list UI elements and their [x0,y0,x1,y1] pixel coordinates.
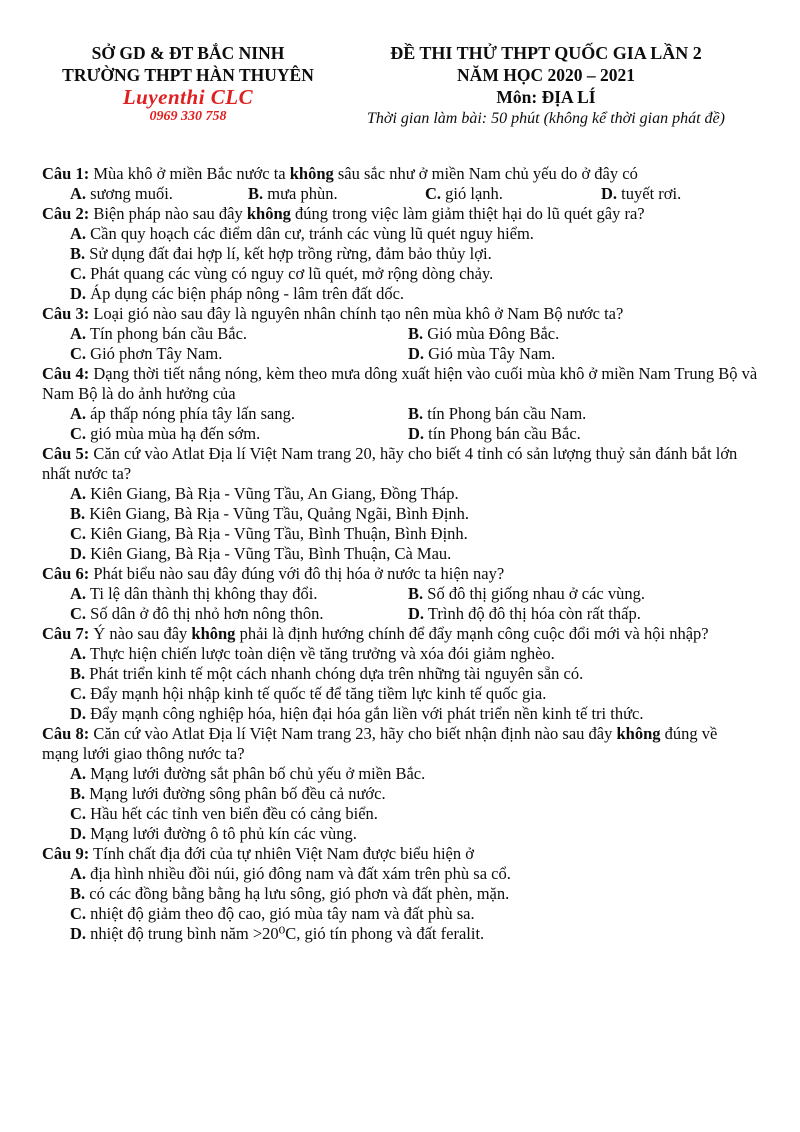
option-letter: B. [70,504,86,523]
question-9-options [42,864,758,944]
stem-text: phải là định hướng chính để đẩy mạnh công cuộc đổi mới và hội nhập? [235,624,709,643]
option-letter: C. [70,904,87,923]
option-letter: A. [70,404,87,423]
stem-text: Căn cứ vào Atlat Địa lí Việt Nam trang 23, hãy cho biết nhận định nào sau đây [93,724,617,743]
document-header [42,42,758,130]
question-8-options [42,764,758,844]
question-1-option-D: D. tuyết rơi. [601,184,682,203]
question-5-stem [42,444,758,484]
question-2-option-D: D. Áp dụng các biện pháp nông - lâm trên đất dốc. [70,284,405,303]
question-8-option-B: B. Mạng lưới đường sông phân bố đều cả nước. [70,784,386,803]
exam-title: ĐỀ THI THỬ THPT QUỐC GIA LẦN 2 [390,43,702,63]
option-letter: A. [70,584,87,603]
option-letter: C. [70,804,87,823]
question-3-option-B: B. Gió mùa Đông Bắc. [408,324,560,343]
question-6-option-A: A. Ti lệ dân thành thị không thay đổi. [70,584,318,603]
question-6-option-B: B. Số đô thị giống nhau ở các vùng. [408,584,645,603]
question-6-label: Câu 6: [42,564,90,583]
question-6-options [42,584,758,624]
option-letter: A. [70,224,87,243]
question-2-option-A: A. Cần quy hoạch các điểm dân cư, tránh các vùng lũ quét nguy hiểm. [70,224,534,243]
question-7 [42,624,758,724]
option-letter: A. [70,864,87,883]
question-4-options [42,404,758,444]
question-4 [42,364,758,444]
question-7-option-A: A. Thực hiện chiến lược toàn diện về tăng trưởng và xóa đói giảm nghèo. [70,644,555,663]
question-9 [42,844,758,944]
question-7-option-B: B. Phát triển kinh tế một cách nhanh chóng dựa trên những tài nguyên sẵn có. [70,664,584,683]
option-letter: B. [408,324,424,343]
question-3-stem [42,304,758,324]
exam-duration: Thời gian làm bài: 50 phút (không kể thời gian phát đề) [367,110,725,127]
question-1-option-A: A. sương muối. [70,184,173,203]
question-4-option-C: C. gió mùa mùa hạ đến sớm. [70,424,261,443]
exam-title-block [334,42,758,130]
option-letter: D. [70,704,87,723]
question-4-option-D: D. tín Phong bán cầu Bắc. [408,424,581,443]
question-9-label: Câu 9: [42,844,90,863]
option-letter: C. [70,344,87,363]
question-2-stem [42,204,758,224]
option-letter: B. [248,184,264,203]
question-4-option-A: A. áp thấp nóng phía tây lấn sang. [70,404,295,423]
question-4-label: Câu 4: [42,364,90,383]
question-3-option-C: C. Gió phơn Tây Nam. [70,344,223,363]
option-letter: B. [70,664,86,683]
stem-emphasis: không [616,724,661,743]
question-9-option-C: C. nhiệt độ giảm theo độ cao, gió mùa tây nam và đất phù sa. [70,904,475,923]
option-letter: C. [70,684,87,703]
question-5-label: Câu 5: [42,444,90,463]
question-7-option-C: C. Đẩy mạnh hội nhập kinh tế quốc tế để tăng tiềm lực kinh tế quốc gia. [70,684,547,703]
question-3-option-A: A. Tín phong bán cầu Bắc. [70,324,248,343]
question-5-option-B: B. Kiên Giang, Bà Rịa - Vũng Tầu, Quảng Ngãi, Bình Định. [70,504,470,523]
option-letter: C. [70,524,87,543]
option-letter: D. [70,544,87,563]
exam-year: NĂM HỌC 2020 – 2021 [457,65,635,85]
option-letter: D. [408,424,425,443]
question-9-stem [42,844,758,864]
stem-text: Tính chất địa đới của tự nhiên Việt Nam được biểu hiện ở [93,844,474,863]
option-letter: D. [601,184,618,203]
question-7-option-D: D. Đẩy mạnh công nghiệp hóa, hiện đại hóa gắn liền với phát triển nền kinh tế tri thức. [70,704,644,723]
option-letter: C. [70,604,87,623]
school-name: TRƯỜNG THPT HÀN THUYÊN [62,65,314,85]
question-7-stem [42,624,758,644]
question-2-option-B: B. Sử dụng đất đai hợp lí, kết hợp trồng rừng, đảm bảo thủy lợi. [70,244,492,263]
option-letter: D. [70,924,87,943]
stem-text: Phát biểu nào sau đây đúng với đô thị hóa ở nước ta hiện nay? [93,564,505,583]
question-4-option-B: B. tín Phong bán cầu Nam. [408,404,587,423]
question-9-option-B: B. có các đồng bằng bằng hạ lưu sông, gió phơn và đất phèn, mặn. [70,884,510,903]
question-9-option-A: A. địa hình nhiều đồi núi, gió đông nam và đất xám trên phù sa cổ. [70,864,511,883]
question-4-stem [42,364,758,404]
question-6 [42,564,758,624]
question-1 [42,164,758,204]
school-block [42,42,334,125]
question-8-label: Câu 8: [42,724,90,743]
questions [42,164,758,944]
option-letter: D. [408,344,425,363]
question-8 [42,724,758,844]
option-letter: D. [70,284,87,303]
question-5-option-A: A. Kiên Giang, Bà Rịa - Vũng Tầu, An Giang, Đồng Tháp. [70,484,459,503]
option-letter: B. [408,404,424,423]
stem-emphasis: không [246,204,291,223]
stem-text: Căn cứ vào Atlat Địa lí Việt Nam trang 20, hãy cho biết 4 tỉnh có sản lượng thuỷ sản đánh bắt lớn nhất nước ta? [42,444,738,483]
stem-text: Ý nào sau đây [93,624,192,643]
question-8-option-D: D. Mạng lưới đường ô tô phủ kín các vùng. [70,824,357,843]
question-7-label: Câu 7: [42,624,90,643]
question-5-options [42,484,758,564]
department-name: SỞ GD & ĐT BẮC NINH [91,43,285,63]
stem-emphasis: không [289,164,334,183]
option-letter: A. [70,764,87,783]
question-1-label: Câu 1: [42,164,90,183]
stem-text: Mùa khô ở miền Bắc nước ta [93,164,290,183]
stem-text: đúng về mạng lưới giao thông nước ta? [42,724,718,763]
question-3-option-D: D. Gió mùa Tây Nam. [408,344,556,363]
option-letter: D. [408,604,425,623]
question-1-option-B: B. mưa phùn. [248,184,338,203]
question-7-options [42,644,758,724]
question-2-label: Câu 2: [42,204,90,223]
question-6-stem [42,564,758,584]
question-3-options [42,324,758,364]
question-8-stem [42,724,758,764]
question-5 [42,444,758,564]
option-letter: C. [425,184,442,203]
brand-logo-text: Luyenthi CLC [122,85,254,109]
option-letter: A. [70,484,87,503]
brand-phone: 0969 330 758 [149,109,227,124]
question-8-option-A: A. Mạng lưới đường sắt phân bố chủ yếu ở miền Bắc. [70,764,426,783]
question-8-option-C: C. Hầu hết các tỉnh ven biển đều có cảng biển. [70,804,378,823]
question-2-option-C: C. Phát quang các vùng có nguy cơ lũ quét, mở rộng dòng chảy. [70,264,494,283]
stem-text: Biện pháp nào sau đây [93,204,247,223]
option-letter: A. [70,184,87,203]
stem-text: đúng trong việc làm giảm thiệt hại do lũ quét gây ra? [290,204,645,223]
stem-text: Dạng thời tiết nắng nóng, kèm theo mưa dông xuất hiện vào cuối mùa khô ở miền Nam Trung Bộ và Nam Bộ là do ảnh hưởng của [42,364,758,403]
question-1-stem [42,164,758,184]
question-2-options [42,224,758,304]
option-letter: C. [70,264,87,283]
stem-text: sâu sắc như ở miền Nam chủ yếu do ở đây có [333,164,638,183]
question-3 [42,304,758,364]
option-letter: B. [70,884,86,903]
option-letter: B. [408,584,424,603]
option-letter: A. [70,324,87,343]
question-3-label: Câu 3: [42,304,90,323]
question-9-option-D: D. nhiệt độ trung bình năm >20⁰C, gió tín phong và đất feralit. [70,924,485,943]
question-2 [42,204,758,304]
option-letter: B. [70,244,86,263]
stem-text: Loại gió nào sau đây là nguyên nhân chính tạo nên mùa khô ở Nam Bộ nước ta? [93,304,624,323]
question-6-option-D: D. Trình độ đô thị hóa còn rất thấp. [408,604,641,623]
question-1-option-C: C. gió lạnh. [425,184,503,203]
option-letter: C. [70,424,87,443]
question-6-option-C: C. Số dân ở đô thị nhỏ hơn nông thôn. [70,604,324,623]
option-letter: A. [70,644,87,663]
question-5-option-D: D. Kiên Giang, Bà Rịa - Vũng Tầu, Bình Thuận, Cà Mau. [70,544,452,563]
option-letter: B. [70,784,86,803]
stem-emphasis: không [191,624,236,643]
option-letter: D. [70,824,87,843]
question-5-option-C: C. Kiên Giang, Bà Rịa - Vũng Tầu, Bình Thuận, Bình Định. [70,524,468,543]
question-1-options [42,184,758,204]
exam-subject: Môn: ĐỊA LÍ [496,87,596,107]
